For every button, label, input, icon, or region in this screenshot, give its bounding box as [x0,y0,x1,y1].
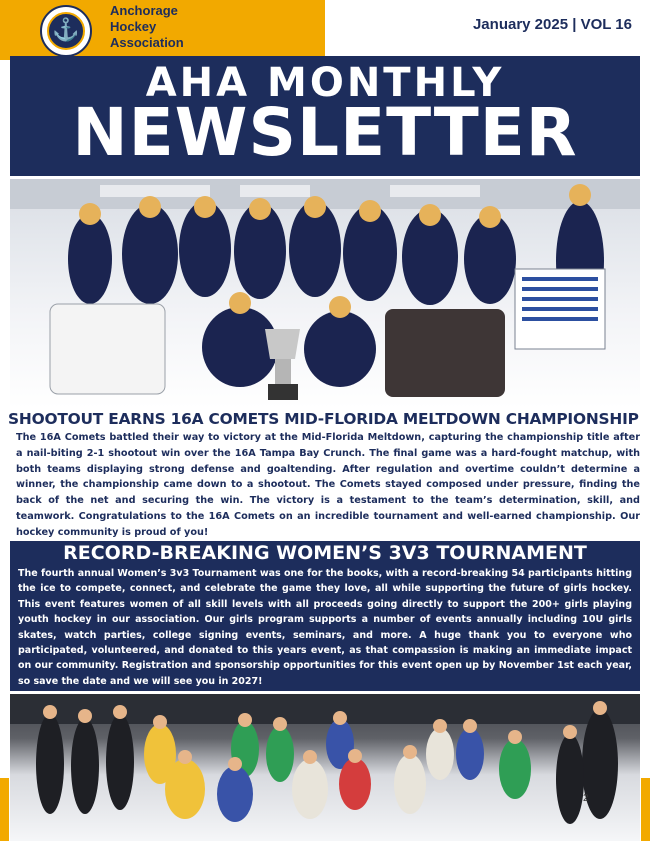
womens-tournament-photo [10,694,640,841]
team-photo-illustration [10,179,640,408]
tournament-article-box [10,541,640,691]
org-name-line: Anchorage [110,3,178,18]
article-headline: RECORD-BREAKING WOMEN’S 3V3 TOURNAMENT [63,542,587,564]
team-championship-photo [10,179,640,408]
masthead-title: NEWSLETTER [72,94,578,171]
issue-date: January 2025 | VOL 16 [472,16,632,33]
organization-name [110,3,184,51]
article-body: The fourth annual Women’s 3v3 Tournament was one for the books, with a record-breaking 54 participants hitting the ice to compete, connect, and celebrate the game they love, all while supporting the future of girls hockey. This event features women of all skill levels with all proceeds going directly to support the 200+ girls playing youth hockey in our association. Our girls program supports a number of events annually including 10U girls skates, watch parties, college signing events, seminars, and more. A huge thank you to everyone who participated, volunteered, and donated to this years event, as that compassion is making an immediate impact on our community. Registration and sponsorship opportunities for this event open up by November 1st each year, so save the date and we will see you in 2027! [18,568,632,687]
org-name-line: Association [110,35,184,50]
association-logo [40,5,92,57]
masthead [10,56,640,176]
masthead-subtitle: AHA MONTHLY [145,60,505,106]
anchor-icon: ⚓ [47,12,85,50]
gold-accent-bar-left [0,778,9,841]
page-number: 2 [583,793,589,804]
article-body: The 16A Comets battled their way to victory at the Mid-Florida Meltdown, capturing the championship title after a nail-biting 2-1 shootout win over the 16A Tampa Bay Crunch. The final game was a hard-fought matchup, with both teams displaying strong defense and goaltending. After regulation and overtime couldn’t determine a winner, the championship came down to a shootout. The Comets stayed composed under pressure, finding the back of the net and securing the win. The victory is a testament to the team’s determination, skill, and teamwork. Congratulations to the 16A Comets on an incredible tournament and well-earned championship. Our hockey community is proud of you! [16,432,640,538]
org-name-line: Hockey [110,19,157,34]
article-headline: SHOOTOUT EARNS 16A COMETS MID-FLORIDA MELTDOWN CHAMPIONSHIP [8,410,639,428]
tournament-photo-illustration [10,694,640,841]
gold-accent-bar-right [641,778,650,841]
